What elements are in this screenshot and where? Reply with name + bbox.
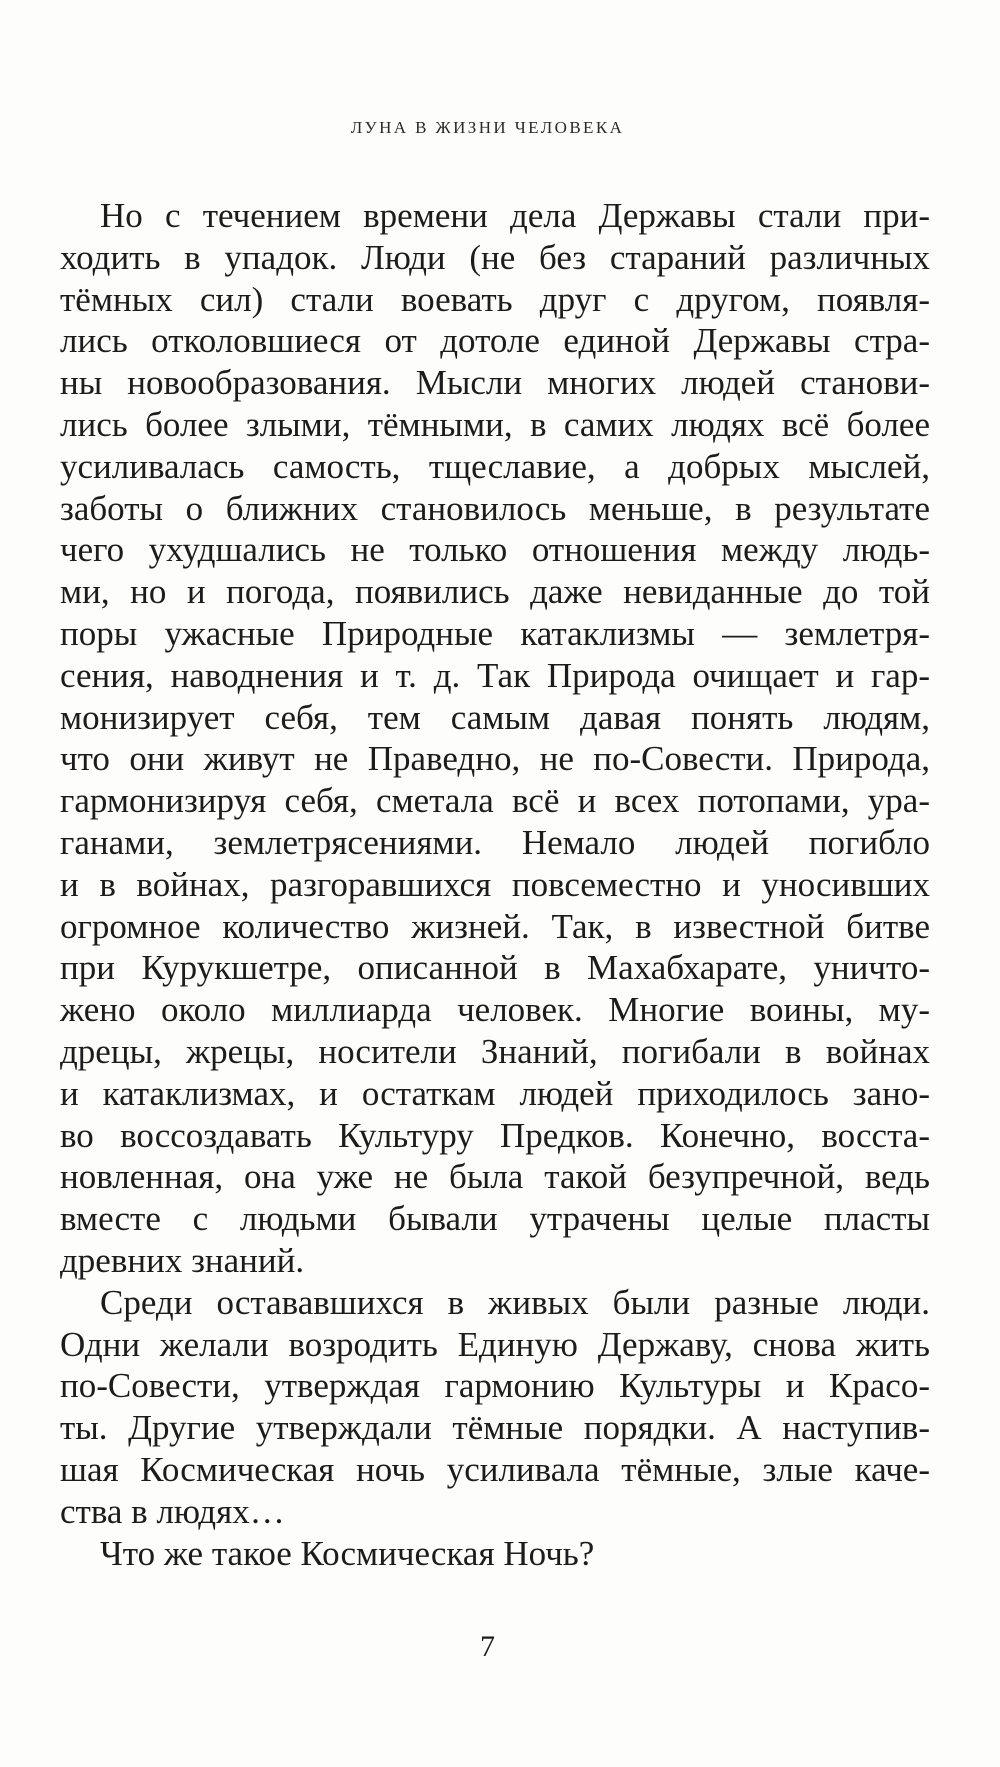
text-line: Что же такое Космическая Ночь? [100, 1533, 595, 1573]
text-line: что они живут не Праведно, не по-Совести. Природа, [60, 739, 930, 779]
text-line: чего ухудшались не только отношения между людь- [60, 530, 930, 570]
text-line: гармонизируя себя, сметала всё и всех потопами, ура- [60, 781, 930, 821]
text-line: монизирует себя, тем самым давая понять людям, [60, 697, 930, 737]
page-number: 7 [480, 1630, 495, 1663]
text-line: новленная, она уже не была такой безупречной, ведь [60, 1157, 930, 1197]
text-line: дрецы, жрецы, носители Знаний, погибали в войнах [60, 1031, 930, 1071]
text-line: лись более злыми, тёмными, в самих людях всё более [60, 404, 930, 444]
text-line: лись отколовшиеся от дотоле единой Державы стра- [60, 321, 930, 361]
text-line: ства в людях… [60, 1491, 285, 1531]
text-line: ходить в упадок. Люди (не без стараний различных [60, 237, 930, 277]
running-head: ЛУНА В ЖИЗНИ ЧЕЛОВЕКА [350, 118, 625, 137]
text-line: поры ужасные Природные катаклизмы — землетря- [60, 613, 930, 653]
text-line: шая Космическая ночь усиливала тёмные, злые каче- [60, 1449, 930, 1489]
text-line: сения, наводнения и т. д. Так Природа очищает и гар- [60, 655, 930, 695]
text-line: заботы о ближних становилось меньше, в результате [60, 488, 930, 528]
text-line: ты. Другие утверждали тёмные порядки. А наступив- [60, 1408, 930, 1448]
text-line: жено около миллиарда человек. Многие воины, му- [60, 990, 930, 1030]
text-line: по-Совести, утверждая гармонию Культуры и Красо- [60, 1366, 930, 1406]
text-line: огромное количество жизней. Так, в известной битве [60, 906, 930, 946]
text-line: и катаклизмах, и остаткам людей приходилось зано- [60, 1073, 930, 1113]
paragraph [60, 1533, 930, 1575]
text-line: ми, но и погода, появились даже невиданные до той [60, 572, 930, 612]
text-line: ганами, землетрясениями. Немало людей погибло [60, 822, 930, 862]
text-line: и в войнах, разгоравшихся повсеместно и уносивших [60, 864, 930, 904]
text-line: тёмных сил) стали воевать друг с другом, появля- [60, 279, 930, 319]
paragraph [60, 1282, 930, 1533]
text-line: древних знаний. [60, 1240, 305, 1280]
body-text [60, 195, 930, 1574]
text-line: во воссоздавать Культуру Предков. Конечно, восста- [60, 1115, 930, 1155]
text-line: усиливалась самость, тщеславие, а добрых мыслей, [60, 446, 930, 486]
text-line: Но с течением времени дела Державы стали при- [100, 196, 930, 235]
text-line: ны новообразования. Мысли многих людей станови- [60, 363, 930, 403]
text-line: Одни желали возродить Единую Державу, снова жить [60, 1324, 930, 1364]
text-line: вместе с людьми бывали утрачены целые пласты [60, 1199, 930, 1239]
paragraph [60, 195, 930, 1282]
text-line: Среди остававшихся в живых были разные люди. [100, 1282, 930, 1322]
text-line: при Курукшетре, описанной в Махабхарате, уничто- [60, 948, 930, 988]
